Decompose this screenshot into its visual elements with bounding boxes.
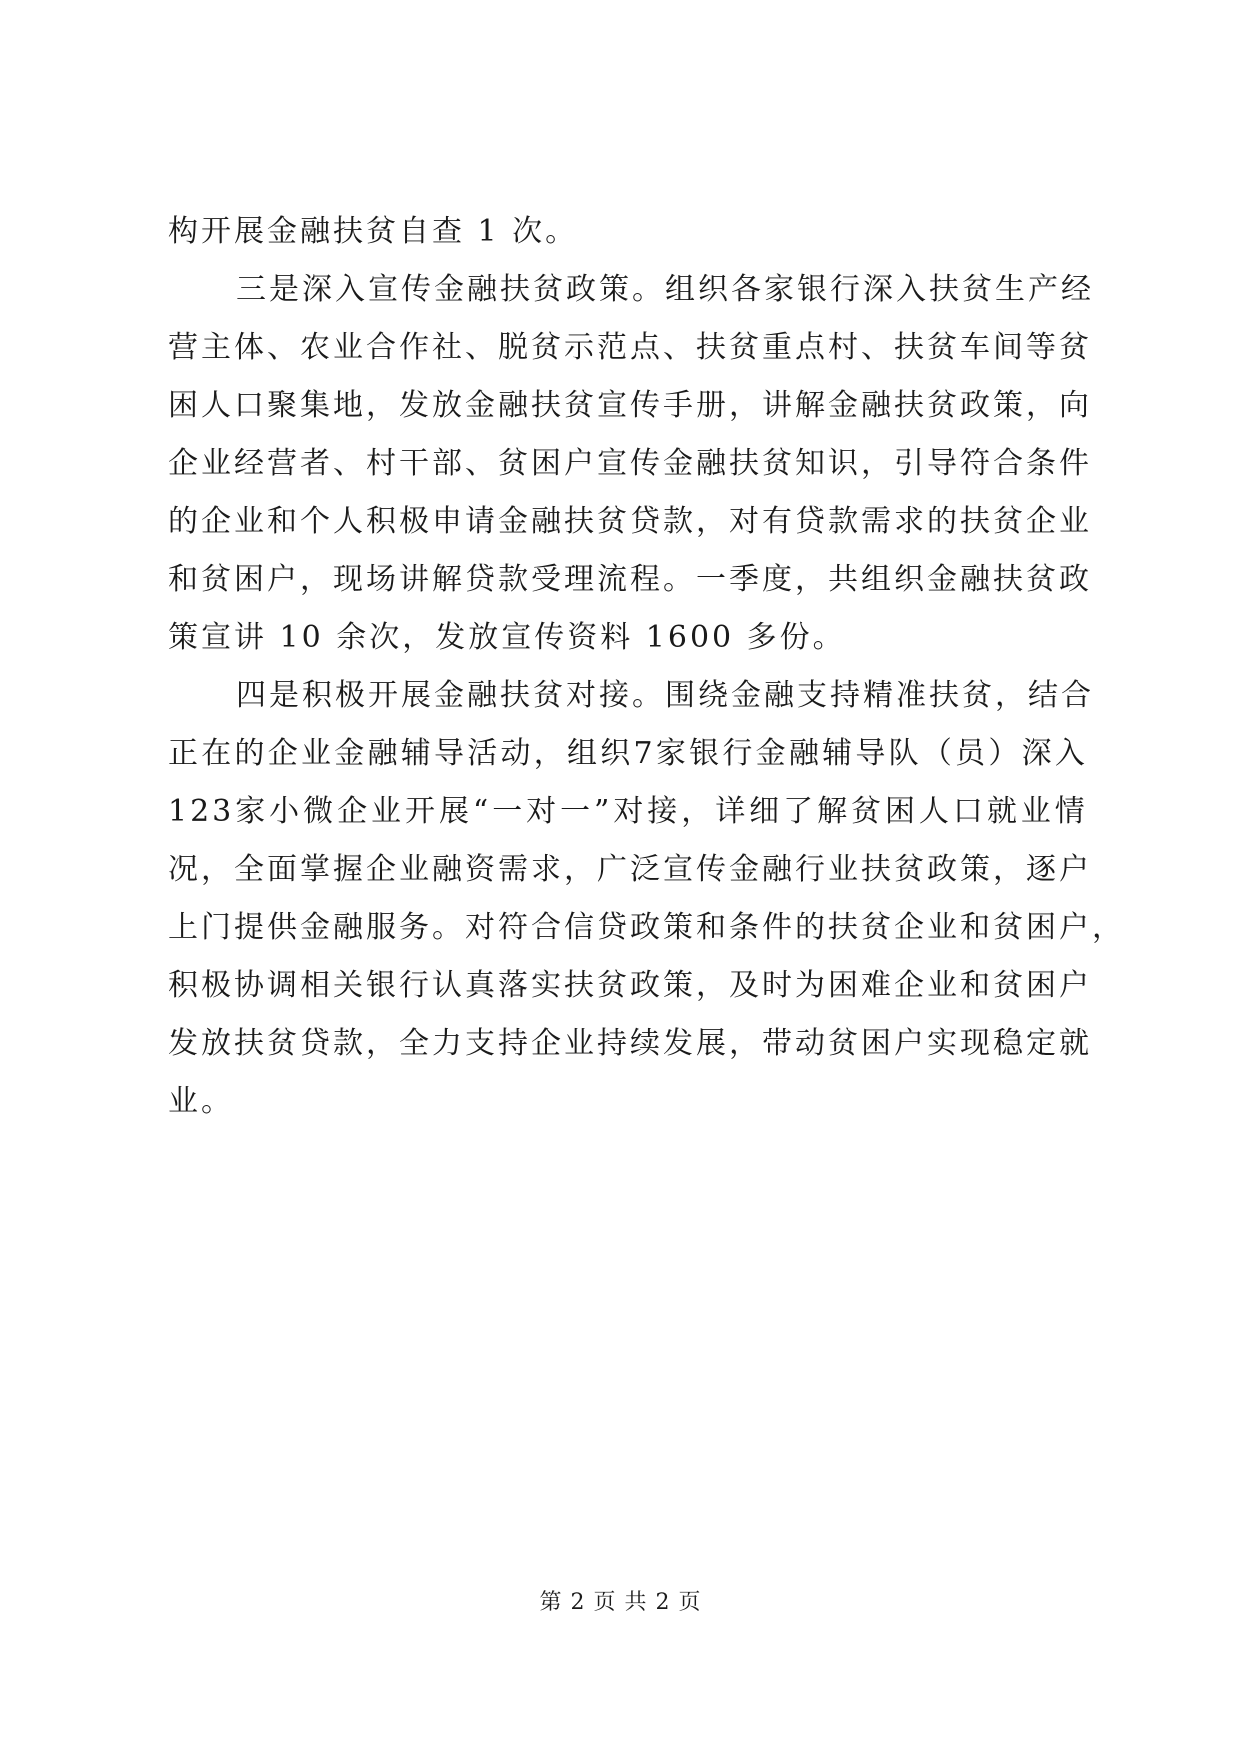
text-line: 业。	[168, 1084, 234, 1119]
text-line: 上 门 提 供 金 融 服 务 。 对 符 合 信 贷 政 策 和 条 件 的 扶 贫 企 业 和 贫 困 户 ，	[168, 910, 1125, 945]
page-number-footer: 第 2 页 共 2 页	[539, 1590, 702, 1615]
text-line: 困 人 口 聚 集 地 ， 发 放 金 融 扶 贫 宣 传 手 册 ， 讲 解 金 融 扶 贫 政 策 ， 向	[168, 388, 1092, 423]
text-line: 的 企 业 和 个 人 积 极 申 请 金 融 扶 贫 贷 款 ， 对 有 贷 款 需 求 的 扶 贫 企 业	[168, 504, 1092, 539]
text-line: 发 放 扶 贫 贷 款 ， 全 力 支 持 企 业 持 续 发 展 ， 带 动 贫 困 户 实 现 稳 定 就	[168, 1026, 1092, 1061]
text-line: 和 贫 困 户 ， 现 场 讲 解 贷 款 受 理 流 程 。 一 季 度 ， 共 组 织 金 融 扶 贫 政	[168, 562, 1092, 597]
text-line: 四 是 积 极 开 展 金 融 扶 贫 对 接 。 围 绕 金 融 支 持 精 准 扶 贫 ， 结 合	[236, 678, 1094, 713]
text-line: 正 在 的 企 业 金 融 辅 导 活 动 ， 组 织 7 家 银 行 金 融 辅 导 队 （ 员 ） 深 入	[168, 736, 1088, 771]
text-line: 积 极 协 调 相 关 银 行 认 真 落 实 扶 贫 政 策 ， 及 时 为 困 难 企 业 和 贫 困 户	[168, 968, 1092, 1003]
text-line: 营 主 体 、 农 业 合 作 社 、 脱 贫 示 范 点 、 扶 贫 重 点 村 、 扶 贫 车 间 等 贫	[168, 330, 1092, 365]
document-body	[168, 203, 1125, 1131]
text-line: 策宣讲 10 余次，发放宣传资料 1600 多份。	[168, 620, 846, 655]
text-line: 三 是 深 入 宣 传 金 融 扶 贫 政 策 。 组 织 各 家 银 行 深 入 扶 贫 生 产 经	[236, 272, 1094, 307]
text-line: 构开展金融扶贫自查 1 次。	[168, 214, 579, 249]
text-line: 况 ， 全 面 掌 握 企 业 融 资 需 求 ， 广 泛 宣 传 金 融 行 业 扶 贫 政 策 ， 逐 户	[168, 852, 1092, 887]
text-line: 企 业 经 营 者 、 村 干 部 、 贫 困 户 宣 传 金 融 扶 贫 知 识 ， 引 导 符 合 条 件	[168, 446, 1092, 481]
text-line: 123 家 小 微 企 业 开 展 “ 一 对 一 ” 对 接 ， 详 细 了 解 贫 困 人 口 就 业 情	[168, 794, 1088, 829]
